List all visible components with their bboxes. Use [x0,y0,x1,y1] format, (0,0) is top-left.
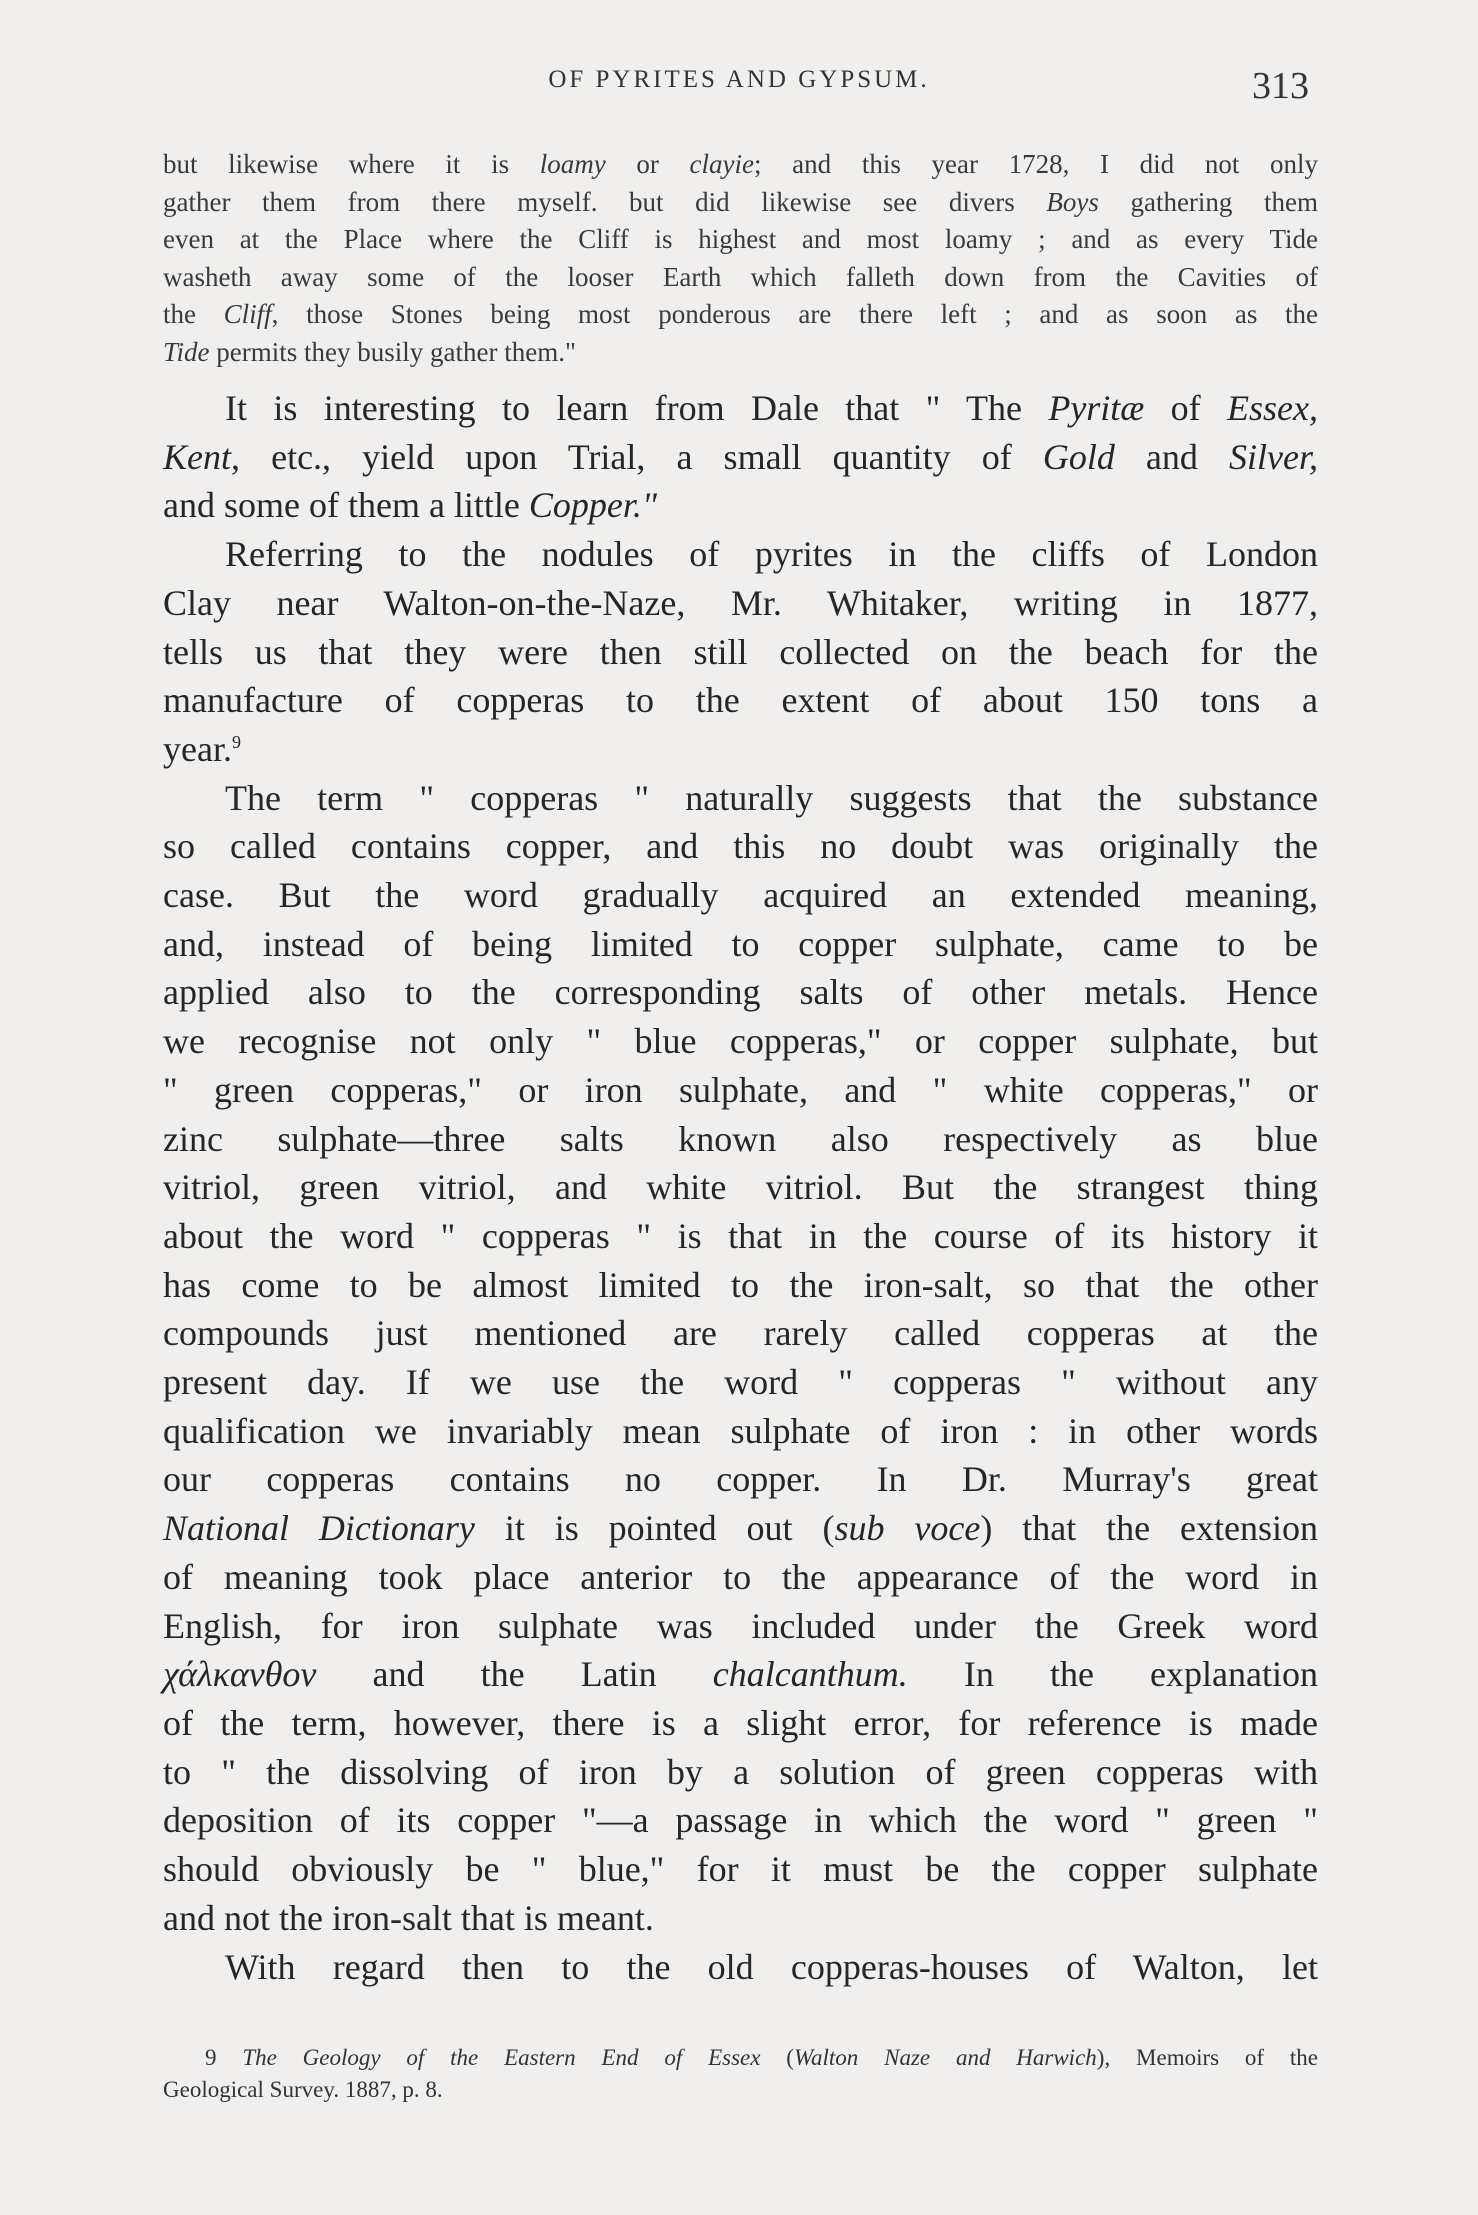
paragraph-3-line: The term " copperas " naturally suggests that the substance [225,777,1318,818]
quote-line: Tide permits they busily gather them." [163,336,576,367]
paragraph-1-line: It is interesting to learn from Dale that " The Pyritæ of Essex, [225,388,1318,428]
paragraph-3-line: to " the dissolving of iron by a solution of green copperas with [163,1751,1318,1792]
footnote-reference: 9 [231,731,241,752]
paragraph-3-line: of the term, however, there is a slight error, for reference is made [163,1702,1318,1743]
paragraph-2-line: year.$^9$ [163,728,241,769]
quote-line: but likewise where it is loamy or clayie; and this year 1728, I did not only [163,149,1318,179]
paragraph-3-line: χάλκανθον and the Latin chalcanthum. In the explanation [163,1654,1318,1695]
paragraph-3-line: compounds just mentioned are rarely called copperas at the [163,1313,1318,1354]
paragraph-3-line: of meaning took place anterior to the appearance of the word in [163,1556,1318,1597]
paragraph-4-line: With regard then to the old copperas-houses of Walton, let [225,1946,1318,1987]
paragraph-3-line: we recognise not only " blue copperas," or copper sulphate, but [163,1021,1318,1062]
quote-line: washeth away some of the looser Earth which falleth down from the Cavities of [163,261,1318,292]
quoted-passage [163,146,1318,371]
paragraph-3-line: about the word " copperas " is that in the course of its history it [163,1215,1318,1256]
paragraph-3-line: vitriol, green vitriol, and white vitriol. But the strangest thing [163,1167,1318,1208]
paragraph-2-line: Clay near Walton-on-the-Naze, Mr. Whitaker, writing in 1877, [163,582,1318,623]
paragraph-3-line: has come to be almost limited to the iron-salt, so that the other [163,1264,1318,1305]
quote-line: even at the Place where the Cliff is highest and most loamy ; and as every Tide [163,224,1318,254]
paragraph-3-line: applied also to the corresponding salts of other metals. Hence [163,972,1318,1013]
paragraph-3-line: deposition of its copper "—a passage in which the word " green " [163,1800,1318,1841]
paragraph-3-line: case. But the word gradually acquired an extended meaning, [163,875,1318,916]
paragraph-2-line: Referring to the nodules of pyrites in the cliffs of London [225,534,1318,575]
footnote [163,2042,1318,2106]
paragraph-3-line: qualification we invariably mean sulphate of iron : in other words [163,1410,1318,1451]
paragraph-2-line: tells us that they were then still collected on the beach for the [163,631,1318,672]
body-text [163,384,1318,1991]
quote-line: gather them from there myself. but did likewise see divers Boys gathering them [163,186,1318,217]
paragraph-1-line: Kent, etc., yield upon Trial, a small quantity of Gold and Silver, [163,436,1318,477]
paragraph-2-line: manufacture of copperas to the extent of about 150 tons a [163,680,1318,721]
running-title: OF PYRITES AND GYPSUM. [548,66,930,93]
paragraph-3-line: should obviously be " blue," for it must be the copper sulphate [163,1849,1318,1890]
paragraph-3-line: our copperas contains no copper. In Dr. Murray's great [163,1459,1318,1500]
paragraph-3-line: " green copperas," or iron sulphate, and " white copperas," or [163,1069,1318,1110]
paragraph-3-line: National Dictionary it is pointed out (sub voce) that the extension [163,1508,1318,1549]
footnote-line: 9 The Geology of the Eastern End of Essex (Walton Naze and Harwich), Memoirs of the [205,2045,1319,2070]
paragraph-3-line: present day. If we use the word " copperas " without any [163,1362,1318,1403]
paragraph-3-line: and not the iron-salt that is meant. [163,1897,654,1938]
paragraph-1-line: and some of them a little Copper." [163,485,658,526]
paragraph-3-line: so called contains copper, and this no doubt was originally the [163,826,1318,867]
footnote-line: Geological Survey. 1887, p. 8. [163,2077,443,2102]
quote-line: the Cliff, those Stones being most ponderous are there left ; and as soon as the [163,299,1318,329]
paragraph-3-line: and, instead of being limited to copper sulphate, came to be [163,923,1318,964]
paragraph-3-line: zinc sulphate—three salts known also respectively as blue [163,1118,1318,1159]
page-number: 313 [1252,65,1309,107]
paragraph-3-line: English, for iron sulphate was included under the Greek word [163,1605,1318,1646]
footnote-number: 9 [205,2045,217,2070]
